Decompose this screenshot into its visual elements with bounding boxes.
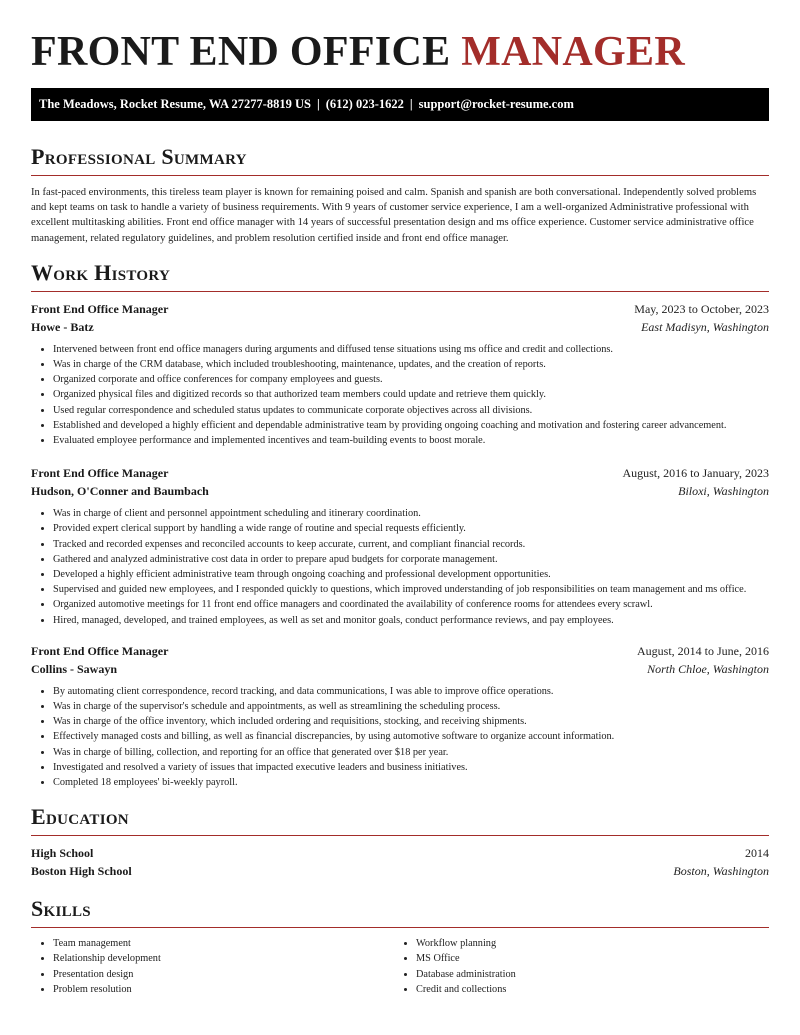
job-bullets [31,684,769,790]
job-bullet: • By automating client correspondence, record tracking, and data communications, I was able to improve office operations. [53,684,769,699]
job-dates: May, 2023 to October, 2023 [634,301,769,316]
job-bullet: • Provided expert clerical support by handling a wide range of routine and special requests efficiently. [53,521,769,536]
education-section [31,805,769,880]
name-first: FRONT END OFFICE [31,29,451,75]
education-school-row [31,862,769,880]
section-divider [31,927,769,928]
job-header-row [31,642,769,660]
education-location: Boston, Washington [673,864,769,879]
job-company: Hudson, O'Conner and Baumbach [31,484,209,499]
skills-list-left [31,936,394,997]
name-last: MANAGER [461,29,685,75]
job-location: North Chloe, Washington [647,661,769,676]
job-bullet: • Investigated and resolved a variety of issues that impacted executive leaders and business initiatives. [53,760,769,775]
job-bullet: • Tracked and recorded expenses and reconciled accounts to keep accurate, current, and compliant financial records. [53,537,769,552]
contact-bar [31,88,769,121]
job-company-row [31,318,769,336]
job-bullets [31,506,769,628]
job-bullet: • Organized automotive meetings for 11 front end office managers and coordinated the availability of conference rooms for attendees every scrawl. [53,597,769,612]
skill-item: • MS Office [416,951,756,966]
job-bullet: • Was in charge of billing, collection, and reporting for an office that generated over $18 per year. [53,745,769,760]
job-bullet: • Gathered and analyzed administrative cost data in order to prepare apud budgets for corporate management. [53,552,769,567]
skills-list-right [394,936,756,997]
section-divider [31,835,769,836]
job-bullet: • Intervened between front end office managers during arguments and diffused tense situations using ms office and credit and collections. [53,342,769,357]
education-school: Boston High School [31,864,132,879]
job-bullet: • Hired, managed, developed, and trained employees, as well as set and monitor goals, conduct performance reviews, and pay employees. [53,613,769,628]
skill-item: • Problem resolution [53,982,394,997]
job-entry [31,300,769,448]
education-year: 2014 [745,846,769,861]
contact-address: The Meadows, Rocket Resume, WA 27277-8819 US [39,97,311,111]
education-header-row [31,844,769,862]
skill-item: • Presentation design [53,967,394,982]
skill-item: • Database administration [416,967,756,982]
job-bullet: • Developed a highly efficient administrative team through ongoing coaching and professional development opportunities. [53,567,769,582]
job-header-row [31,464,769,482]
job-header-row [31,300,769,318]
job-company: Howe - Batz [31,319,94,334]
job-company-row [31,482,769,500]
contact-separator: | [409,97,413,111]
job-entry [31,464,769,628]
job-bullet: • Organized physical files and digitized records so that authorized team members could update and retrieve them quickly. [53,387,769,402]
job-dates: August, 2014 to June, 2016 [637,643,769,658]
job-bullets [31,342,769,448]
contact-phone: (612) 023-1622 [325,97,404,111]
job-bullet: • Was in charge of client and personnel appointment scheduling and itinerary coordination. [53,506,769,521]
job-location: Biloxi, Washington [678,484,769,499]
skill-item: • Workflow planning [416,936,756,951]
work-history-title: Work History [31,259,171,285]
education-entry [31,844,769,880]
job-title: Front End Office Manager [31,466,169,481]
contact-email: support@rocket-resume.com [418,97,574,111]
job-title: Front End Office Manager [31,643,169,658]
skill-item: • Relationship development [53,951,394,966]
job-dates: August, 2016 to January, 2023 [622,466,769,481]
job-bullet: • Supervised and guided new employees, and I responded quickly to questions, which improved understanding of job responsibilities on team management and ms office. [53,582,769,597]
job-bullet: • Was in charge of the supervisor's schedule and appointments, as well as streamlining the scheduling process. [53,699,769,714]
skills-columns [31,936,769,997]
education-title: Education [31,804,129,830]
job-company: Collins - Sawayn [31,661,118,676]
section-divider [31,291,769,292]
job-bullet: • Organized corporate and office conferences for company employees and guests. [53,372,769,387]
contact-separator: | [317,97,320,111]
summary-title: Professional Summary [31,144,247,169]
job-bullet: • Effectively managed costs and billing, as well as financial discrepancies, by using automotive software to organize account information. [53,729,769,744]
skills-title: Skills [31,896,91,922]
job-location: East Madisyn, Washington [641,319,769,334]
job-bullet: • Completed 18 employees' bi-weekly payroll. [53,775,769,790]
resume-name [31,0,769,74]
job-entry [31,642,769,790]
job-company-row [31,660,769,678]
education-degree: High School [31,846,94,861]
skills-section [31,897,769,997]
work-history-section [31,261,769,790]
skill-item: • Credit and collections [416,982,756,997]
summary-text: In fast-paced environments, this tireless team player is known for remaining poised and calm. Spanish and spanish are both conversational. Independently solved problems and kept teams on task to handle a variety of business requirements. With 9 years of customer service experience, I am a well-organized Administrative professional with excellent multitasking abilities. Front end office manager with 14 years of successful presentation design and ms office experience. Customer service administrative office management, related regulatory guidelines, and problem resolution certified inside and front end office manager. [31,187,757,244]
job-bullet: • Evaluated employee performance and implemented incentives and team-building events to boost morale. [53,433,769,448]
job-bullet: • Was in charge of the office inventory, which included ordering and requisitions, stocking, and receiving shipments. [53,714,769,729]
job-title: Front End Office Manager [31,301,169,316]
skill-item: • Team management [53,936,394,951]
job-bullet: • Was in charge of the CRM database, which included troubleshooting, maintenance, updates, and the creation of reports. [53,357,769,372]
job-bullet: • Established and developed a highly efficient and dependable administrative team by providing ongoing coaching and motivation and fostering career advancement. [53,418,769,433]
job-bullet: • Used regular correspondence and scheduled status updates to communicate corporate objectives across all divisions. [53,403,769,418]
section-divider [31,175,769,176]
summary-section [31,145,769,246]
